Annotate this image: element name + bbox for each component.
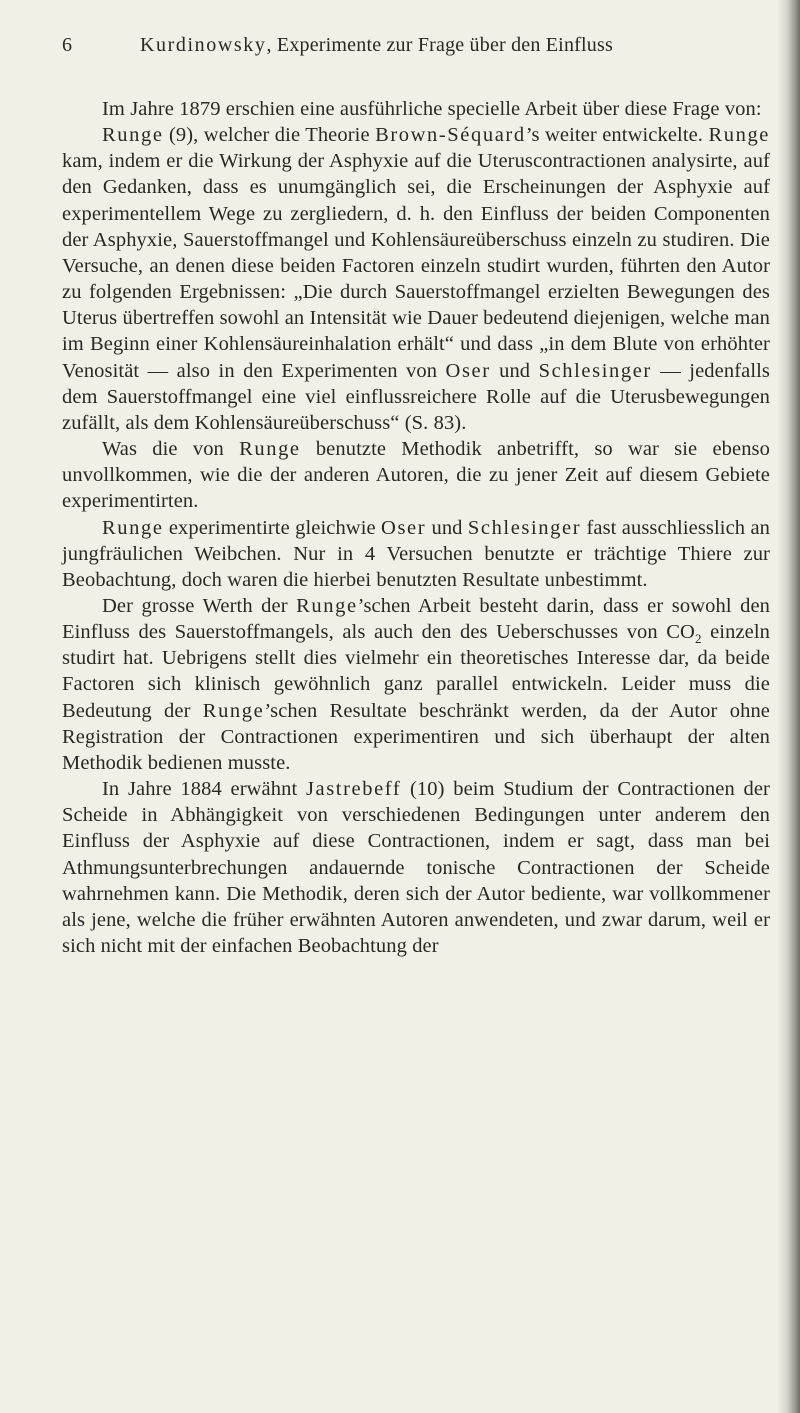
running-title [140, 34, 613, 57]
author-name: Oser [445, 359, 491, 382]
text: ’s weiter entwickelte. [525, 124, 709, 147]
text: — jedenfalls dem Sauerstoffmangel eine viel einflussreichere Rolle auf die Uterusbewegungen zufällt, als dem Kohlensäureüberschuss“ (S. 83). [62, 359, 770, 434]
text: Was die von [102, 438, 240, 461]
author-name: Runge [239, 438, 301, 461]
author-name: Runge [708, 124, 770, 147]
text: ’schen Arbeit besteht darin, dass er sowohl den Einfluss des Sauerstoffmangels, als auch den des Ueberschusses von CO [62, 594, 770, 644]
header-title: , Experimente zur Frage über den Einfluss [266, 34, 613, 56]
author-name: Runge [202, 699, 265, 722]
text: benutzte Methodik anbetrifft, so war sie ebenso unvollkommen, wie die der anderen Autoren, die zu jener Zeit auf diesem Gebiete experimentirten. [62, 438, 770, 513]
body-text [62, 96, 770, 959]
author-name: Schlesinger [538, 359, 652, 382]
paragraph [62, 96, 770, 122]
text: und [490, 359, 539, 382]
book-page [62, 34, 770, 959]
author-name: Runge [296, 594, 358, 617]
author-name: Jastrebeff [305, 778, 402, 801]
page-edge-shadow [778, 0, 800, 1413]
paragraph [62, 436, 770, 514]
text: und [426, 516, 468, 539]
text: fast ausschliesslich an jungfräulichen Weibchen. Nur in 4 Versuchen benutzte er trächtige Thiere zur Beobachtung, doch waren die hierbei benutzten Resultate unbestimmt. [62, 516, 771, 591]
text: Der grosse Werth der [102, 594, 297, 617]
subscript: 2 [694, 631, 702, 647]
text: einzeln studirt hat. Uebrigens stellt dies vielmehr ein theoretisches Interesse dar, da beide Factoren sich klinisch gewöhnlich ganz parallel entwickeln. Leider muss die Bedeutung der [62, 621, 770, 722]
header-author: Kurdinowsky [140, 34, 267, 56]
author-name: Runge [102, 124, 164, 147]
text: experimentirte gleichwie [163, 516, 382, 539]
paragraph [62, 593, 770, 776]
text: (10) beim Studium der Contractionen der Scheide in Abhängigkeit von verschiedenen Bedingungen unter anderem den Einfluss der Asphyxie auf diese Contractionen, indem er sagt, dass man bei Athmungsunterbrechungen andauernde tonische Contractionen der Scheide wahrnehmen kann. Die Methodik, deren sich der Autor bediente, war vollkommener als jene, welche die früher erwähnten Autoren anwendeten, und zwar darum, weil er sich nicht mit der einfachen Beobachtung der [62, 778, 770, 957]
text: ’schen Resultate beschränkt werden, da der Autor ohne Registration der Contractionen experimentiren und sich überhaupt der alten Methodik bedienen musste. [62, 699, 770, 774]
text: Im Jahre 1879 erschien eine ausführliche specielle Arbeit über diese Frage von: [102, 98, 762, 120]
author-name: Brown-Séquard [375, 124, 526, 147]
author-name: Oser [381, 516, 427, 539]
page-number: 6 [62, 34, 73, 56]
paragraph [62, 122, 770, 436]
paragraph [62, 776, 770, 959]
running-header [62, 34, 770, 74]
author-name: Runge [102, 516, 164, 539]
author-name: Schlesinger [467, 516, 582, 539]
paragraph [62, 515, 770, 593]
text: In Jahre 1884 erwähnt [102, 778, 306, 801]
text: (9), welcher die Theorie [163, 124, 376, 147]
text: kam, indem er die Wirkung der Asphyxie auf die Uteruscontractionen analysirte, auf den Gedanken, dass es unumgänglich sei, die Erscheinungen der Asphyxie auf experimentellem Wege zu zergliedern, d. h. den Einfluss der beiden Componenten der Asphyxie, Sauerstoffmangel und Kohlensäureüberschuss einzeln zu studiren. Die Versuche, an denen diese beiden Factoren einzeln studirt wurden, führten den Autor zu folgenden Ergebnissen: „Die durch Sauerstoffmangel erzielten Bewegungen des Uterus übertreffen sowohl an Intensität wie Dauer bedeutend diejenigen, welche man im Beginn einer Kohlensäureinhalation erhält“ und dass „in dem Blute von erhöhter Venosität — also in den Experimenten von [62, 150, 770, 382]
